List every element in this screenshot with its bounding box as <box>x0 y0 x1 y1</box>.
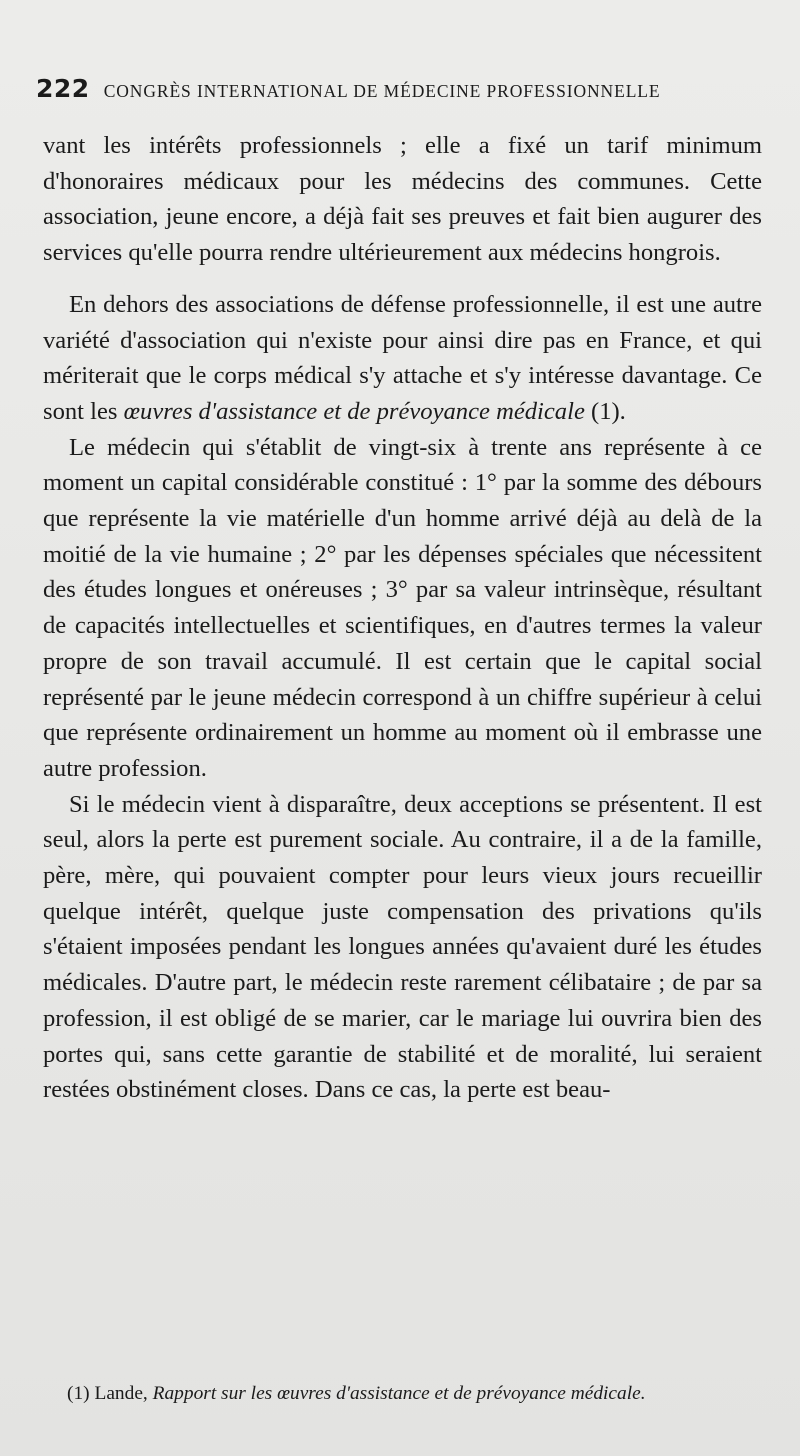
footnote-author: Lande, <box>94 1383 148 1404</box>
paragraph-4: Si le médecin vient à disparaître, deux acceptions se présentent. Il est seul, alors la perte est purement sociale. Au contraire, il a de la famille, père, mère, qui pouvaient compter pour leurs vieux jours recueillir quelque intérêt, quelque juste compensation des privations qu'ils s'étaient imposées pendant les longues années qu'avaient duré les études médicales. D'autre part, le médecin reste rarement célibataire ; de par sa profession, il est obligé de se marier, car le mariage lui ouvrira bien des portes qui, sans cette garantie de stabilité et de moralité, lui seraient restées obstinément closes. Dans ce cas, la perte est beau- <box>43 790 762 1104</box>
running-head <box>36 74 760 103</box>
paragraph-1: vant les intérêts professionnels ; elle a fixé un tarif minimum d'honoraires médicaux pour les médecins des communes. Cette association, jeune encore, a déjà fait ses preuves et fait bien augurer des services qu'elle pourra rendre ultérieurement aux médecins hongrois. <box>43 132 762 267</box>
footnote-1 <box>45 1383 762 1404</box>
paragraph-2-emphasis: œuvres d'assistance et de prévoyance médicale <box>123 397 585 425</box>
paragraph-2-text: En dehors des associations de défense professionnelle, il est une autre variété d'association qui n'existe pour ainsi dire pas en France, et qui mériterait que le corps médical s'y attache et s'y intéresse davantage. Ce sont les <box>43 290 762 425</box>
footnote-title: Rapport sur les œuvres d'assistance et de prévoyance médicale. <box>152 1383 646 1404</box>
footnote-marker: (1) <box>67 1383 90 1404</box>
page-number: 222 <box>36 74 90 103</box>
paragraph-2 <box>43 287 762 430</box>
footnotes <box>45 1383 762 1404</box>
paragraph-3: Le médecin qui s'établit de vingt-six à trente ans représente à ce moment un capital considérable constitué : 1° par la somme des débours que représente la vie matérielle d'un homme arrivé déjà au delà de la moitié de la vie humaine ; 2° par les dépenses spéciales que nécessitent des études longues et onéreuses ; 3° par sa valeur intrinsèque, résultant de capacités intellectuelles et scientifiques, en d'autres termes la valeur propre de son travail accumulé. Il est certain que le capital social représenté par le jeune médecin correspond à un chiffre supérieur à celui que représente ordinairement un homme au moment où il embrasse une autre profession. <box>43 433 762 782</box>
running-title: CONGRÈS INTERNATIONAL DE MÉDECINE PROFESSIONNELLE <box>103 81 661 101</box>
body-text <box>43 128 762 1108</box>
footnote-reference: (1). <box>584 397 626 425</box>
